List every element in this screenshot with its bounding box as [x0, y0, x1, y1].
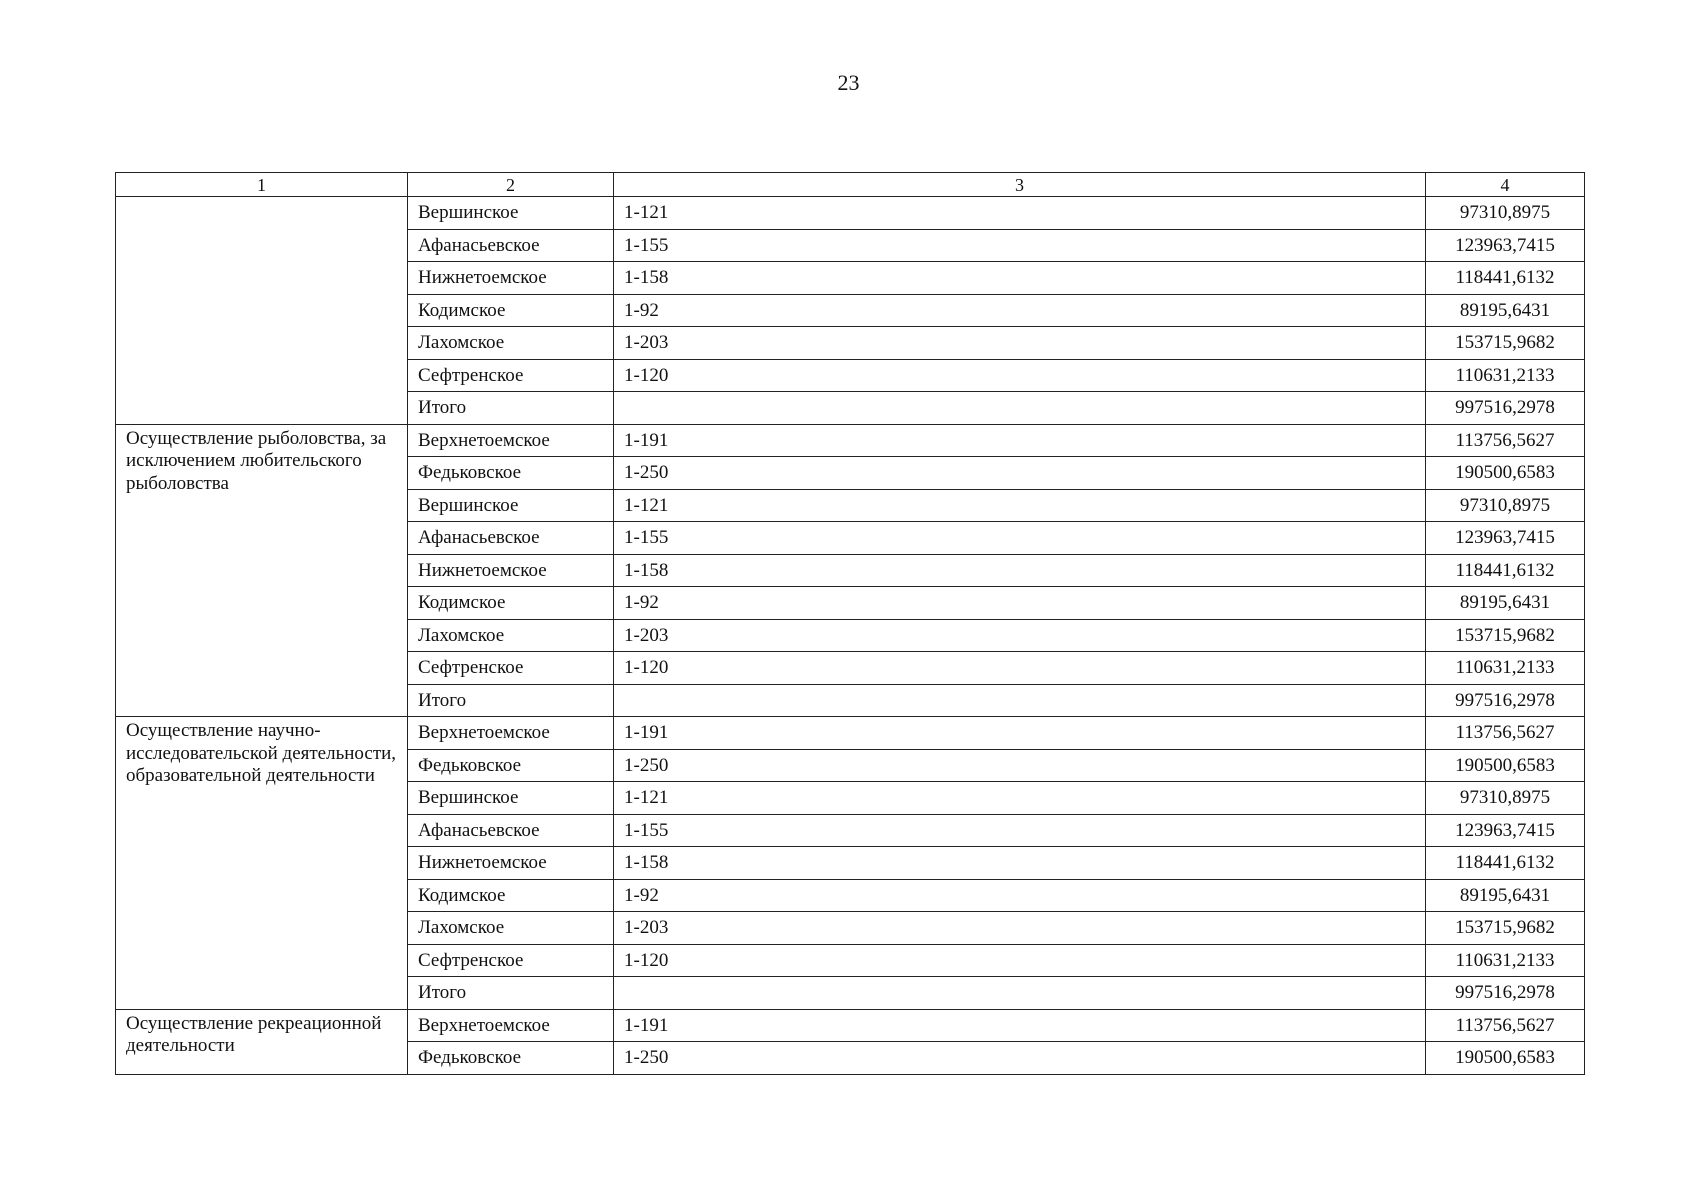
area-value-cell: 997516,2978	[1426, 684, 1585, 717]
quarter-numbers-cell: 1-203	[614, 619, 1426, 652]
forestry-name-cell: Вершинское	[408, 782, 614, 815]
page-number: 23	[837, 70, 860, 95]
quarter-numbers-cell: 1-155	[614, 229, 1426, 262]
quarter-numbers-cell: 1-120	[614, 652, 1426, 685]
area-value-cell: 997516,2978	[1426, 392, 1585, 425]
quarter-numbers-cell: 1-203	[614, 327, 1426, 360]
area-value-cell: 153715,9682	[1426, 327, 1585, 360]
forestry-name-cell: Сефтренское	[408, 652, 614, 685]
forestry-name-cell: Верхнетоемское	[408, 424, 614, 457]
forestry-name-cell: Нижнетоемское	[408, 847, 614, 880]
activity-type-cell: Осуществление рыболовства, за исключением любительского рыболовства	[116, 424, 408, 717]
quarter-numbers-cell: 1-92	[614, 294, 1426, 327]
quarter-numbers-cell: 1-250	[614, 749, 1426, 782]
forestry-name-cell: Кодимское	[408, 879, 614, 912]
area-value-cell: 123963,7415	[1426, 522, 1585, 555]
quarter-numbers-cell: 1-158	[614, 554, 1426, 587]
area-value-cell: 118441,6132	[1426, 847, 1585, 880]
table-row	[116, 1009, 1585, 1042]
area-value-cell: 110631,2133	[1426, 359, 1585, 392]
column-number-3: 3	[614, 173, 1426, 197]
area-value-cell: 123963,7415	[1426, 814, 1585, 847]
quarter-numbers-cell	[614, 977, 1426, 1010]
quarter-numbers-cell	[614, 392, 1426, 425]
quarter-numbers-cell: 1-158	[614, 847, 1426, 880]
column-number-2: 2	[408, 173, 614, 197]
forestry-name-cell: Сефтренское	[408, 944, 614, 977]
forestry-name-cell: Верхнетоемское	[408, 1009, 614, 1042]
area-value-cell: 97310,8975	[1426, 197, 1585, 230]
area-value-cell: 997516,2978	[1426, 977, 1585, 1010]
forestry-name-cell: Лахомское	[408, 327, 614, 360]
land-area-table	[115, 172, 1585, 1075]
area-value-cell: 190500,6583	[1426, 749, 1585, 782]
forestry-name-cell: Афанасьевское	[408, 814, 614, 847]
forestry-name-cell: Итого	[408, 684, 614, 717]
area-value-cell: 118441,6132	[1426, 554, 1585, 587]
forestry-name-cell: Вершинское	[408, 489, 614, 522]
table-row	[116, 717, 1585, 750]
quarter-numbers-cell	[614, 684, 1426, 717]
area-value-cell: 110631,2133	[1426, 944, 1585, 977]
area-value-cell: 190500,6583	[1426, 457, 1585, 490]
area-value-cell: 97310,8975	[1426, 782, 1585, 815]
activity-type-cell: Осуществление рекреационной деятельности	[116, 1009, 408, 1074]
quarter-numbers-cell: 1-92	[614, 587, 1426, 620]
area-value-cell: 153715,9682	[1426, 619, 1585, 652]
quarter-numbers-cell: 1-250	[614, 457, 1426, 490]
forestry-name-cell: Афанасьевское	[408, 522, 614, 555]
area-value-cell: 113756,5627	[1426, 717, 1585, 750]
column-number-row	[116, 173, 1585, 197]
quarter-numbers-cell: 1-155	[614, 814, 1426, 847]
quarter-numbers-cell: 1-121	[614, 197, 1426, 230]
quarter-numbers-cell: 1-250	[614, 1042, 1426, 1075]
forestry-name-cell: Федьковское	[408, 749, 614, 782]
quarter-numbers-cell: 1-92	[614, 879, 1426, 912]
area-value-cell: 89195,6431	[1426, 294, 1585, 327]
forestry-name-cell: Нижнетоемское	[408, 554, 614, 587]
area-value-cell: 153715,9682	[1426, 912, 1585, 945]
quarter-numbers-cell: 1-158	[614, 262, 1426, 295]
quarter-numbers-cell: 1-191	[614, 717, 1426, 750]
quarter-numbers-cell: 1-191	[614, 424, 1426, 457]
quarter-numbers-cell: 1-121	[614, 489, 1426, 522]
forestry-name-cell: Итого	[408, 977, 614, 1010]
forestry-name-cell: Итого	[408, 392, 614, 425]
activity-type-cell	[116, 197, 408, 425]
forestry-name-cell: Лахомское	[408, 912, 614, 945]
forestry-name-cell: Вершинское	[408, 197, 614, 230]
forestry-name-cell: Сефтренское	[408, 359, 614, 392]
quarter-numbers-cell: 1-120	[614, 944, 1426, 977]
activity-type-cell: Осуществление научно-исследовательской деятельности, образовательной деятельности	[116, 717, 408, 1010]
quarter-numbers-cell: 1-191	[614, 1009, 1426, 1042]
forestry-name-cell: Федьковское	[408, 1042, 614, 1075]
area-value-cell: 89195,6431	[1426, 879, 1585, 912]
area-value-cell: 113756,5627	[1426, 424, 1585, 457]
forestry-name-cell: Нижнетоемское	[408, 262, 614, 295]
area-value-cell: 113756,5627	[1426, 1009, 1585, 1042]
forestry-name-cell: Афанасьевское	[408, 229, 614, 262]
forestry-name-cell: Федьковское	[408, 457, 614, 490]
area-value-cell: 123963,7415	[1426, 229, 1585, 262]
area-value-cell: 89195,6431	[1426, 587, 1585, 620]
column-number-1: 1	[116, 173, 408, 197]
quarter-numbers-cell: 1-203	[614, 912, 1426, 945]
area-value-cell: 190500,6583	[1426, 1042, 1585, 1075]
table-row	[116, 424, 1585, 457]
quarter-numbers-cell: 1-121	[614, 782, 1426, 815]
table-row	[116, 197, 1585, 230]
area-value-cell: 118441,6132	[1426, 262, 1585, 295]
quarter-numbers-cell: 1-120	[614, 359, 1426, 392]
quarter-numbers-cell: 1-155	[614, 522, 1426, 555]
forestry-name-cell: Кодимское	[408, 587, 614, 620]
forestry-name-cell: Верхнетоемское	[408, 717, 614, 750]
table-body	[116, 173, 1585, 1075]
forestry-name-cell: Кодимское	[408, 294, 614, 327]
area-value-cell: 110631,2133	[1426, 652, 1585, 685]
column-number-4: 4	[1426, 173, 1585, 197]
area-value-cell: 97310,8975	[1426, 489, 1585, 522]
forestry-name-cell: Лахомское	[408, 619, 614, 652]
